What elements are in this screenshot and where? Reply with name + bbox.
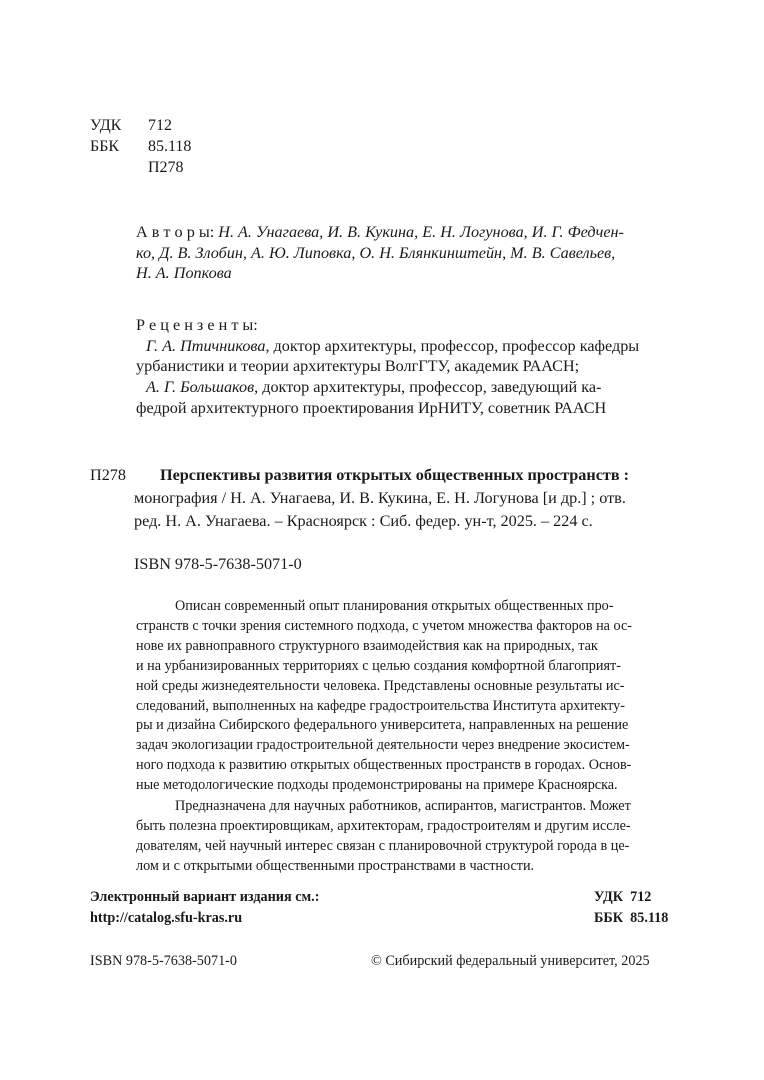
annotation-line: ного подхода к развитию открытых общественных пространств в городах. Основ- — [136, 757, 632, 774]
footer-udk: УДК 712 — [594, 889, 652, 905]
annotation-line: нове их равноправного структурного взаимодействия как на природных, так — [136, 637, 598, 654]
reviewer-1-title: , доктор архитектуры, профессор, профессор кафедры — [265, 336, 640, 355]
annotation-line: Описан современный опыт планирования открытых общественных про- — [175, 598, 614, 614]
reviewers-label: Р е ц е н з е н т ы: — [136, 316, 258, 334]
annotation-line: и на урбанизированных территориях с целью создания комфортной благоприят- — [136, 657, 621, 674]
reviewer-2-line-2: федрой архитектурного проектирования ИрНИТУ, советник РААСН — [136, 398, 607, 417]
annotation-line: ной среды жизнедеятельности человека. Представлены основные результаты ис- — [136, 677, 625, 694]
footer-bbk: ББК 85.118 — [594, 910, 669, 926]
reviewer-2-name: А. Г. Большаков — [146, 378, 255, 397]
annotation-paragraph-2 — [136, 797, 673, 877]
bib-line-3: ред. Н. А. Унагаева. – Красноярск : Сиб. федер. ун-т, 2025. – 224 с. — [134, 512, 593, 530]
authors-label: А в т о р ы: — [136, 223, 215, 241]
catalog-link[interactable]: http://catalog.sfu-kras.ru — [90, 910, 243, 926]
bib-title: Перспективы развития открытых общественных пространств : — [160, 466, 630, 484]
authors-line-2: ко, Д. В. Злобин, А. Ю. Липовка, О. Н. Блянкинштейн, М. В. Савельев, — [136, 243, 616, 262]
bbk-value: 85.118 — [148, 138, 192, 155]
annotation-line: дователям, чей научный интерес связан с планировочной структурой города в це- — [136, 837, 630, 854]
authors-line-1: Н. А. Унагаева, И. В. Кукина, Е. Н. Логунова, И. Г. Федчен- — [218, 223, 624, 241]
copyright-notice: © Сибирский федеральный университет, 2025 — [371, 953, 650, 969]
footer-isbn: ISBN 978-5-7638-5071-0 — [90, 953, 237, 969]
udk-value: 712 — [148, 117, 172, 134]
electronic-version-label: Электронный вариант издания см.: — [90, 889, 320, 905]
author-mark: П278 — [148, 159, 184, 176]
reviewer-1-name: Г. А. Птичникова — [146, 336, 266, 355]
annotation-line: Предназначена для научных работников, аспирантов, магистрантов. Может — [175, 798, 631, 814]
authors-block — [136, 222, 673, 284]
annotation-line: ные методологические подходы продемонстрированы на примере Красноярска. — [136, 777, 618, 794]
reviewers-block — [136, 315, 673, 419]
annotation-line: странств с точки зрения системного подхода, с учетом множества факторов на ос- — [136, 617, 632, 634]
bib-mark: П278 — [90, 466, 126, 484]
annotation-line: лом и с открытыми общественными пространствами в частности. — [136, 857, 535, 874]
bib-line-2: монография / Н. А. Унагаева, И. В. Кукина, Е. Н. Логунова [и др.] ; отв. — [134, 489, 626, 507]
annotation-line: быть полезна проектировщикам, архитекторам, градостроителям и другим иссле- — [136, 817, 631, 834]
bib-isbn: ISBN 978-5-7638-5071-0 — [134, 555, 302, 573]
udk-label: УДК — [90, 117, 122, 134]
annotation-line: следований, выполненных на кафедре градостроительства Института архитекту- — [136, 697, 625, 714]
authors-line-3: Н. А. Попкова — [136, 264, 232, 283]
annotation-line: ры и дизайна Сибирского федерального университета, направленных на решение — [136, 717, 629, 734]
reviewer-1-line-2: урбанистики и теории архитектуры ВолгГТУ, академик РААСН; — [136, 357, 580, 376]
annotation-paragraph-1 — [136, 597, 673, 796]
annotation-line: задач экологизации градостроительной деятельности через внедрение экосистем- — [136, 737, 630, 754]
reviewer-2-title: , доктор архитектуры, профессор, заведующий ка- — [254, 378, 602, 397]
bbk-label: ББК — [90, 138, 120, 155]
